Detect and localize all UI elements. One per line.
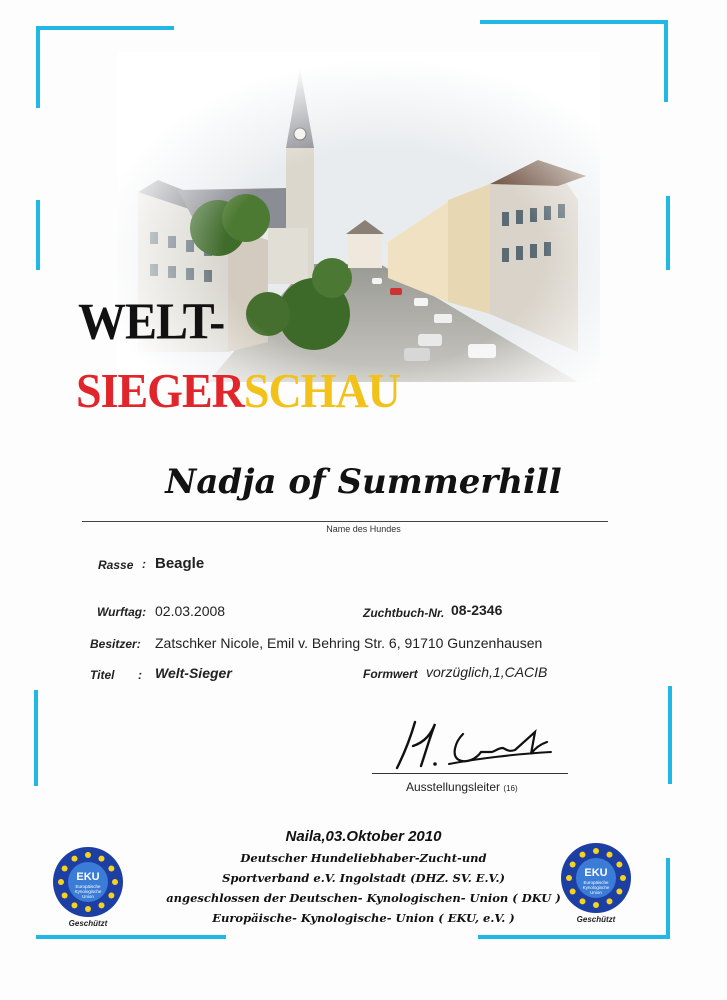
rasse-value: Beagle xyxy=(155,555,205,572)
frame-side-right-upper xyxy=(666,196,670,270)
signature xyxy=(385,712,555,774)
titel-separator: : xyxy=(138,668,142,682)
signature-caption xyxy=(406,780,518,794)
signature-caption-note: (16) xyxy=(503,784,518,793)
seal-text-3: Union xyxy=(82,894,94,899)
formwert-label: Formwert xyxy=(363,667,418,681)
frame-side-right-lower xyxy=(668,686,672,784)
signature-caption-text: Ausstellungsleiter xyxy=(406,780,501,794)
seal-star-icon xyxy=(58,879,64,885)
seal-star-icon xyxy=(620,875,626,881)
seal-star-icon xyxy=(62,893,68,899)
seal-star-icon xyxy=(99,902,105,908)
footer-line-4: Europäische- Kynologische- Union ( EKU, e.V. ) xyxy=(212,911,515,925)
seal-star-icon xyxy=(566,875,572,881)
zuchtbuch-label: Zuchtbuch-Nr. xyxy=(363,606,445,620)
seal-star-icon xyxy=(616,889,622,895)
dog-name: Nadja of Summerhill xyxy=(165,462,562,502)
besitzer-value: Zatschker Nicole, Emil v. Behring Str. 6, 91710 Gunzenhausen xyxy=(155,635,543,651)
seal-star-icon xyxy=(85,906,91,912)
frame-side-left-lower xyxy=(34,690,38,786)
seal-abbr: EKU xyxy=(584,867,608,879)
seal-star-icon xyxy=(607,852,613,858)
titel-label: Titel xyxy=(90,668,115,682)
headline-welt: WELT- xyxy=(78,293,225,351)
seal-star-icon xyxy=(607,898,613,904)
signature-rule xyxy=(372,773,568,774)
seal-star-icon xyxy=(570,889,576,895)
besitzer-label: Besitzer: xyxy=(90,637,141,651)
seal-star-icon xyxy=(72,902,78,908)
frame-corner-top-right-h xyxy=(480,20,668,24)
seal-text-1: Europäische xyxy=(75,884,101,889)
titel-value: Welt-Sieger xyxy=(155,665,232,681)
frame-side-left-upper xyxy=(36,200,40,270)
footer-line-1: Deutscher Hundeliebhaber-Zucht-und xyxy=(240,851,487,865)
seal-star-icon xyxy=(593,902,599,908)
footer-date: Naila,03.Oktober 2010 xyxy=(285,828,442,845)
seal-star-icon xyxy=(616,862,622,868)
seal-abbr: EKU xyxy=(76,871,100,883)
seal-star-icon xyxy=(108,866,114,872)
rasse-label: Rasse xyxy=(98,558,134,572)
frame-corner-bottom-right-h xyxy=(478,935,670,939)
headline-sieger: SIEGER xyxy=(76,364,244,418)
seal-star-icon xyxy=(62,866,68,872)
seal-star-icon xyxy=(593,848,599,854)
dog-name-caption: Name des Hundes xyxy=(326,524,401,534)
formwert-value: vorzüglich,1,CACIB xyxy=(426,664,548,680)
seal-star-icon xyxy=(112,879,118,885)
seal-star-icon xyxy=(72,856,78,862)
seal-star-icon xyxy=(580,852,586,858)
headline-schau: SCHAU xyxy=(243,364,400,418)
eku-seal-left xyxy=(52,846,124,936)
seal-caption: Geschützt xyxy=(68,919,108,928)
eku-seal-emblem-icon xyxy=(560,842,632,914)
eku-seal-emblem-icon xyxy=(52,846,124,918)
dog-name-rule xyxy=(82,521,608,522)
footer-line-3: angeschlossen der Deutschen- Kynologischen- Union ( DKU ) xyxy=(166,891,561,905)
seal-text-2: Kynologische xyxy=(74,889,102,894)
rasse-separator: : xyxy=(142,557,146,571)
seal-star-icon xyxy=(99,856,105,862)
footer-line-2: Sportverband e.V. Ingolstadt (DHZ. SV. E.V.) xyxy=(222,871,505,885)
frame-corner-top-left-v xyxy=(36,26,40,108)
frame-corner-top-left-h xyxy=(36,26,174,30)
seal-caption: Geschützt xyxy=(576,915,616,924)
seal-star-icon xyxy=(570,862,576,868)
wurftag-value: 02.03.2008 xyxy=(155,603,226,619)
seal-text-1: Europäische xyxy=(583,880,609,885)
seal-star-icon xyxy=(580,898,586,904)
frame-corner-top-right-v xyxy=(664,20,668,102)
headline-siegerschau xyxy=(76,363,400,419)
eku-seal-right xyxy=(560,842,632,932)
wurftag-label: Wurftag: xyxy=(97,605,147,619)
seal-star-icon xyxy=(108,893,114,899)
seal-text-3: Union xyxy=(590,890,602,895)
seal-text-2: Kynologische xyxy=(582,885,610,890)
zuchtbuch-value: 08-2346 xyxy=(451,602,503,618)
seal-star-icon xyxy=(85,852,91,858)
